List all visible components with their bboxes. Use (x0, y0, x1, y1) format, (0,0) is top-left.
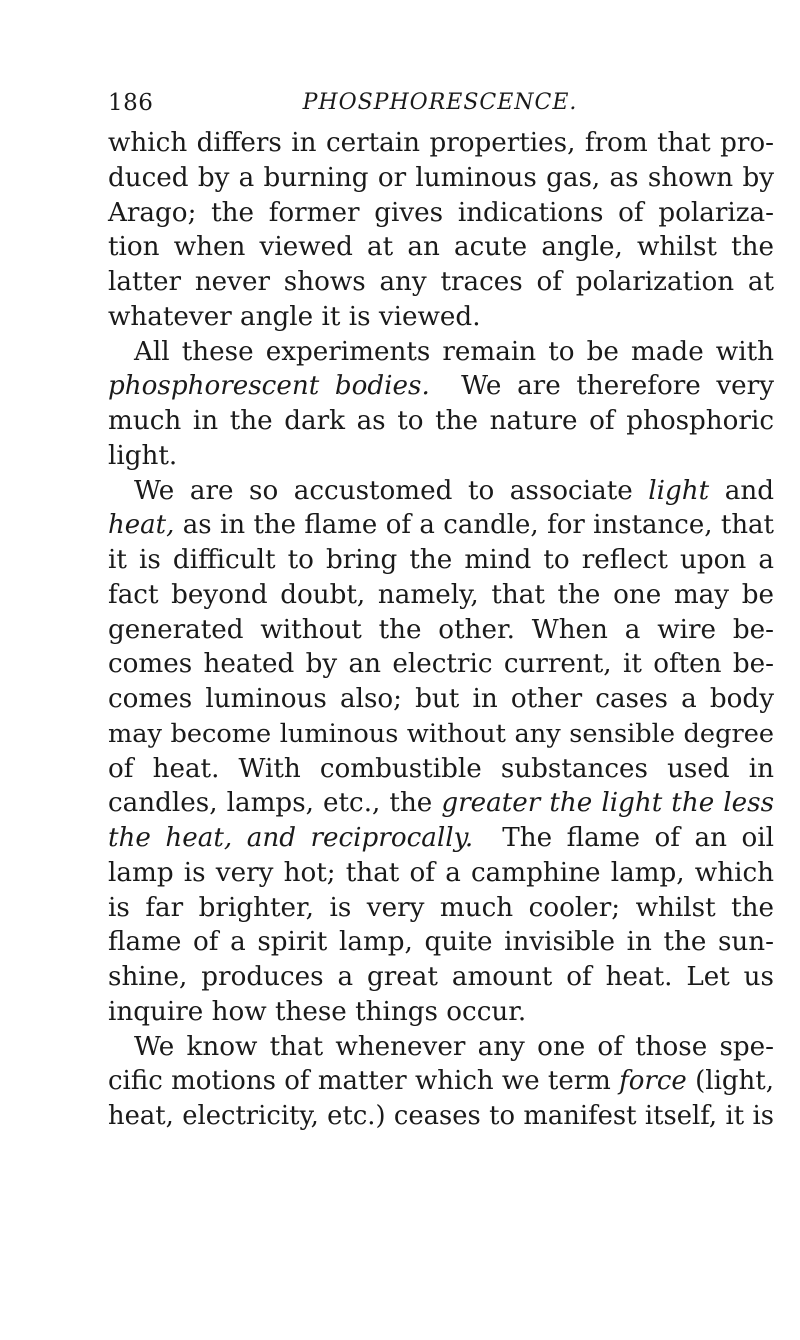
text-line: comes heated by an electric current, it often be- (108, 649, 774, 680)
text-line: may become luminous without any sensible degree (108, 718, 774, 749)
text-line: lamp is very hot; that of a camphine lamp, which (108, 857, 774, 888)
page-number: 186 (108, 90, 154, 116)
text-line: candles, lamps, etc., the greater the light the less (108, 788, 775, 819)
italic-phrase: force (619, 1066, 687, 1097)
italic-phrase: the heat, and reciprocally. (108, 823, 474, 853)
text-line: is far brighter, is very much cooler; whilst the (108, 892, 774, 923)
text-line: much in the dark as to the nature of phosphoric (108, 406, 774, 436)
text-line: We know that whenever any one of those spe- (134, 1031, 774, 1062)
text-line: tion when viewed at an acute angle, whilst the (108, 232, 774, 263)
text-line: it is difficult to bring the mind to reflect upon a (108, 545, 774, 575)
text-line: All these experiments remain to be made with (134, 336, 774, 367)
text-line: latter never shows any traces of polarization at (108, 267, 774, 297)
text-line: fact beyond doubt, namely, that the one may be (108, 579, 774, 610)
body-text (108, 126, 774, 1134)
text-line: Arago; the former gives indications of polariza- (108, 197, 774, 228)
text-line: phosphorescent bodies. We are therefore very (108, 371, 774, 402)
text-line: flame of a spirit lamp, quite invisible in the sun- (108, 927, 774, 958)
italic-phrase: heat, (108, 510, 175, 541)
text-line: shine, produces a great amount of heat. Let us (108, 962, 774, 992)
text-line: the heat, and reciprocally. The flame of an oil (108, 823, 774, 853)
text-line: heat, as in the flame of a candle, for instance, that (108, 510, 775, 541)
text-line: We are so accustomed to associate light and (134, 475, 775, 506)
text-line: comes luminous also; but in other cases a body (108, 684, 774, 714)
text-line: which differs in certain properties, from that pro- (108, 128, 774, 158)
text-line: light. (108, 440, 178, 471)
text-line: heat, electricity, etc.) ceases to manifest itself, it is (108, 1101, 774, 1131)
text-line: whatever angle it is viewed. (108, 301, 481, 332)
text-line: inquire how these things occur. (108, 996, 527, 1027)
italic-phrase: greater the light the less (441, 788, 775, 819)
text-line: generated without the other. When a wire be- (108, 614, 774, 645)
running-title: PHOSPHORESCENCE. (302, 90, 578, 115)
italic-phrase: light (648, 475, 710, 506)
text-line: duced by a burning or luminous gas, as shown by (108, 162, 774, 193)
text-line: of heat. With combustible substances used in (108, 753, 774, 784)
running-head (108, 90, 772, 126)
italic-phrase: phosphorescent bodies. (108, 371, 430, 402)
text-line: cific motions of matter which we term force (light, (108, 1066, 775, 1097)
